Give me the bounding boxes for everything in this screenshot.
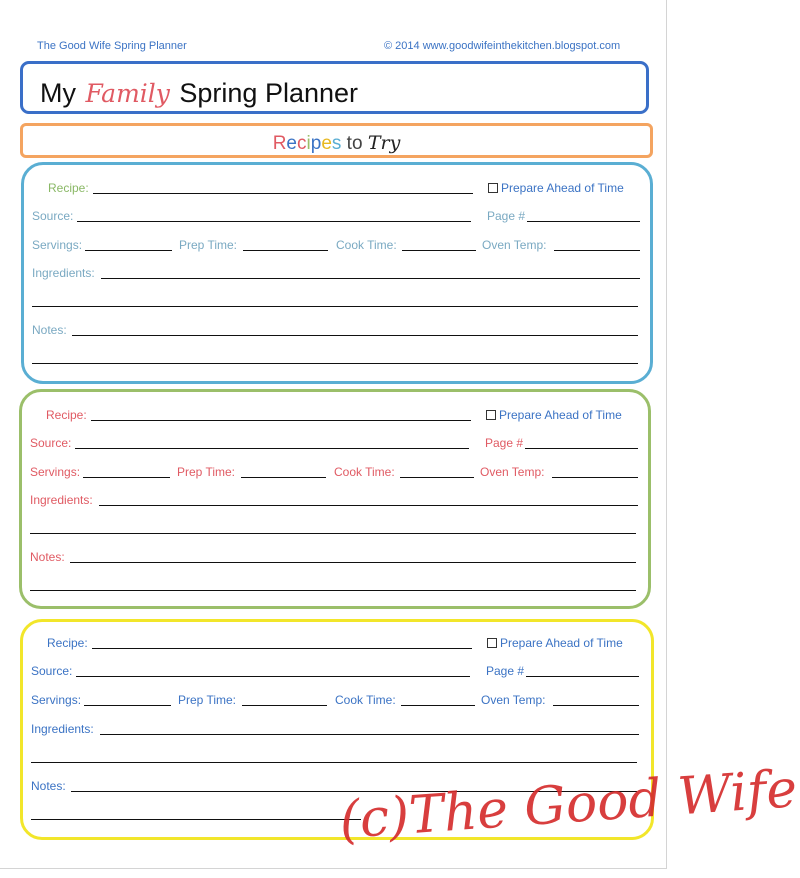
notes-line-2[interactable] bbox=[31, 819, 361, 820]
title-family: Family bbox=[85, 79, 170, 108]
page-line[interactable] bbox=[526, 676, 639, 677]
oven-temp-label: Oven Temp: bbox=[480, 465, 545, 479]
recipes-letter: c bbox=[297, 133, 307, 154]
servings-label: Servings: bbox=[31, 693, 82, 707]
oven-temp-line[interactable] bbox=[552, 477, 638, 478]
notes-line-2[interactable] bbox=[32, 363, 638, 364]
cook-time-label: Cook Time: bbox=[335, 693, 396, 707]
prepare-ahead-checkbox[interactable] bbox=[487, 638, 497, 648]
recipe-card-1 bbox=[21, 162, 653, 384]
ingredients-line-2[interactable] bbox=[30, 533, 636, 534]
recipes-letter: p bbox=[310, 133, 322, 154]
recipes-letter: e bbox=[286, 133, 297, 154]
notes-label: Notes: bbox=[30, 550, 65, 564]
notes-label: Notes: bbox=[31, 779, 66, 793]
prepare-ahead-label: Prepare Ahead of Time bbox=[501, 181, 624, 195]
prepare-ahead-checkbox[interactable] bbox=[486, 410, 496, 420]
prepare-ahead-label: Prepare Ahead of Time bbox=[500, 636, 623, 650]
cook-time-label: Cook Time: bbox=[334, 465, 395, 479]
recipe-label: Recipe: bbox=[47, 636, 88, 650]
page-label: Page # bbox=[486, 664, 525, 678]
source-line[interactable] bbox=[77, 221, 471, 222]
page-line[interactable] bbox=[525, 448, 638, 449]
prepare-ahead-label: Prepare Ahead of Time bbox=[499, 408, 622, 422]
page-line[interactable] bbox=[527, 221, 640, 222]
servings-label: Servings: bbox=[30, 465, 81, 479]
recipes-letter: i bbox=[306, 133, 311, 154]
recipe-line[interactable] bbox=[93, 193, 473, 194]
notes-line[interactable] bbox=[70, 562, 636, 563]
prepare-ahead-checkbox[interactable] bbox=[488, 183, 498, 193]
ingredients-line[interactable] bbox=[100, 734, 639, 735]
title-box bbox=[20, 61, 649, 114]
recipe-line[interactable] bbox=[92, 648, 472, 649]
source-line[interactable] bbox=[76, 676, 470, 677]
ingredients-line[interactable] bbox=[101, 278, 640, 279]
ingredients-label: Ingredients: bbox=[30, 493, 93, 507]
oven-temp-line[interactable] bbox=[554, 250, 640, 251]
cook-time-label: Cook Time: bbox=[336, 238, 397, 252]
recipes-to: to bbox=[346, 133, 363, 154]
recipes-try: Try bbox=[367, 132, 401, 154]
oven-temp-label: Oven Temp: bbox=[481, 693, 546, 707]
recipes-letter: e bbox=[321, 133, 332, 154]
signature-watermark: (c)The Good Wife bbox=[337, 759, 799, 851]
recipe-card-2 bbox=[19, 389, 651, 609]
prep-time-label: Prep Time: bbox=[177, 465, 236, 479]
prep-time-line[interactable] bbox=[243, 250, 328, 251]
page-title bbox=[40, 78, 358, 109]
servings-line[interactable] bbox=[84, 705, 171, 706]
title-my: My bbox=[40, 78, 76, 108]
prep-time-line[interactable] bbox=[241, 477, 326, 478]
prep-time-label: Prep Time: bbox=[178, 693, 237, 707]
notes-label: Notes: bbox=[32, 323, 67, 337]
servings-label: Servings: bbox=[32, 238, 83, 252]
page-label: Page # bbox=[485, 436, 524, 450]
cook-time-line[interactable] bbox=[401, 705, 475, 706]
ingredients-line[interactable] bbox=[99, 505, 638, 506]
page-label: Page # bbox=[487, 209, 526, 223]
prep-time-label: Prep Time: bbox=[179, 238, 238, 252]
recipe-label: Recipe: bbox=[46, 408, 87, 422]
source-line[interactable] bbox=[75, 448, 469, 449]
notes-line-2[interactable] bbox=[30, 590, 636, 591]
recipes-banner bbox=[20, 123, 653, 158]
source-label: Source: bbox=[30, 436, 72, 450]
servings-line[interactable] bbox=[85, 250, 172, 251]
ingredients-label: Ingredients: bbox=[31, 722, 94, 736]
cook-time-line[interactable] bbox=[400, 477, 474, 478]
recipes-letter: R bbox=[272, 133, 287, 154]
cook-time-line[interactable] bbox=[402, 250, 476, 251]
source-label: Source: bbox=[32, 209, 74, 223]
ingredients-line-2[interactable] bbox=[31, 762, 637, 763]
notes-line[interactable] bbox=[72, 335, 638, 336]
recipe-line[interactable] bbox=[91, 420, 471, 421]
recipes-letter: s bbox=[331, 133, 342, 154]
recipe-label: Recipe: bbox=[48, 181, 89, 195]
ingredients-label: Ingredients: bbox=[32, 266, 95, 280]
oven-temp-label: Oven Temp: bbox=[482, 238, 547, 252]
oven-temp-line[interactable] bbox=[553, 705, 639, 706]
header-left-text: The Good Wife Spring Planner bbox=[37, 40, 187, 52]
recipes-word bbox=[273, 133, 342, 154]
title-rest: Spring Planner bbox=[179, 78, 359, 108]
header-right-text: © 2014 www.goodwifeinthekitchen.blogspot.com bbox=[384, 40, 621, 52]
servings-line[interactable] bbox=[83, 477, 170, 478]
recipes-title bbox=[23, 132, 650, 155]
ingredients-line-2[interactable] bbox=[32, 306, 638, 307]
prep-time-line[interactable] bbox=[242, 705, 327, 706]
source-label: Source: bbox=[31, 664, 73, 678]
